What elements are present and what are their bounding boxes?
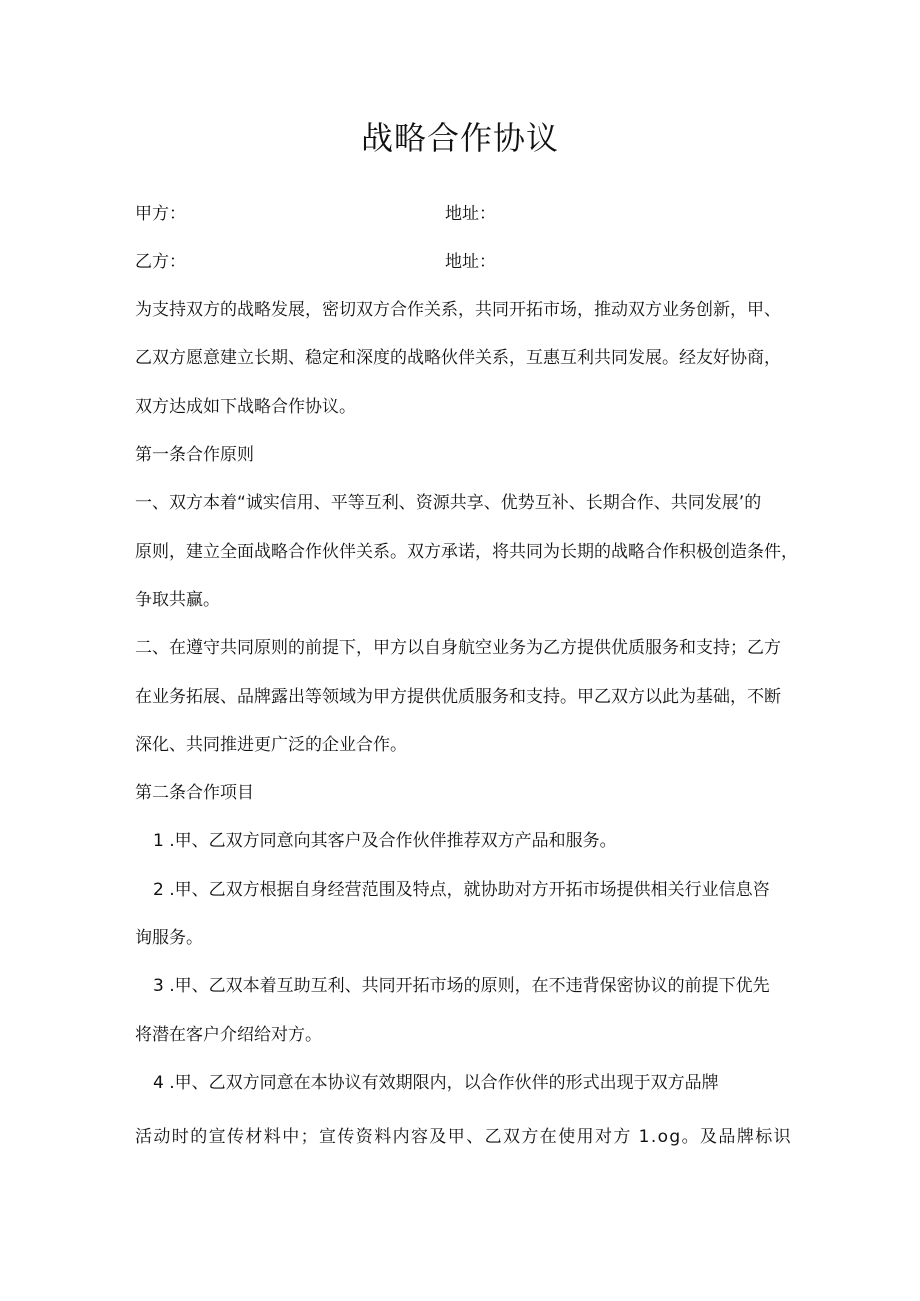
party-a-label: 甲方： [135,204,186,224]
article-2-item-3-line-2: 将潜在客户介绍给对方。 [135,1025,322,1045]
intro-line-2: 乙双方愿意建立长期、稳定和深度的战略伙伴关系，互惠互利共同发展。经友好协商， [135,348,781,368]
article-1-clause-2-line-3: 深化、共同推进更广泛的企业合作。 [135,735,407,755]
article-1-clause-1-line-1: 一、双方本着“诚实信用、平等互利、资源共享、优势互补、长期合作、共同发展’的 [135,493,762,513]
party-b-address-label: 地址： [445,252,496,272]
article-1-clause-1-line-3: 争取共赢。 [135,590,220,610]
article-1-clause-2-line-2: 在业务拓展、品牌露出等领域为甲方提供优质服务和支持。甲乙双方以此为基础，不断 [135,687,781,707]
party-b-label: 乙方： [135,252,186,272]
article-2-item-3-line-1: 3 .甲、乙双本着互助互利、共同开拓市场的原则，在不违背保密协议的前提下优先 [153,976,770,996]
article-2-item-2-line-1: 2 .甲、乙双方根据自身经营范围及特点，就协助对方开拓市场提供相关行业信息咨 [153,880,770,900]
intro-line-3: 双方达成如下战略合作协议。 [135,397,356,417]
article-2-item-4-line-2: 活动时的宣传材料中；宣传资料内容及甲、乙双方在使用对方 1.og。及品牌标识 [135,1127,793,1147]
article-2-item-4-line-1: 4 .甲、乙双方同意在本协议有效期限内，以合作伙伴的形式出现于双方品牌 [153,1073,719,1093]
article-1-heading: 第一条合作原则 [135,445,254,465]
article-1-clause-2-line-1: 二、在遵守共同原则的前提下，甲方以自身航空业务为乙方提供优质服务和支持；乙方 [135,638,781,658]
article-2-heading: 第二条合作项目 [135,783,254,803]
page-title: 战略合作协议 [360,119,559,157]
party-a-address-label: 地址： [445,204,496,224]
article-2-item-1: 1 .甲、乙双方同意向其客户及合作伙伴推荐双方产品和服务。 [153,831,617,851]
article-1-clause-1-line-2: 原则，建立全面战略合作伙伴关系。双方承诺，将共同为长期的战略合作积极创造条件， [135,542,798,562]
intro-line-1: 为支持双方的战略发展，密切双方合作关系，共同开拓市场，推动双方业务创新，甲、 [135,300,781,320]
article-2-item-2-line-2: 询服务。 [135,928,203,948]
